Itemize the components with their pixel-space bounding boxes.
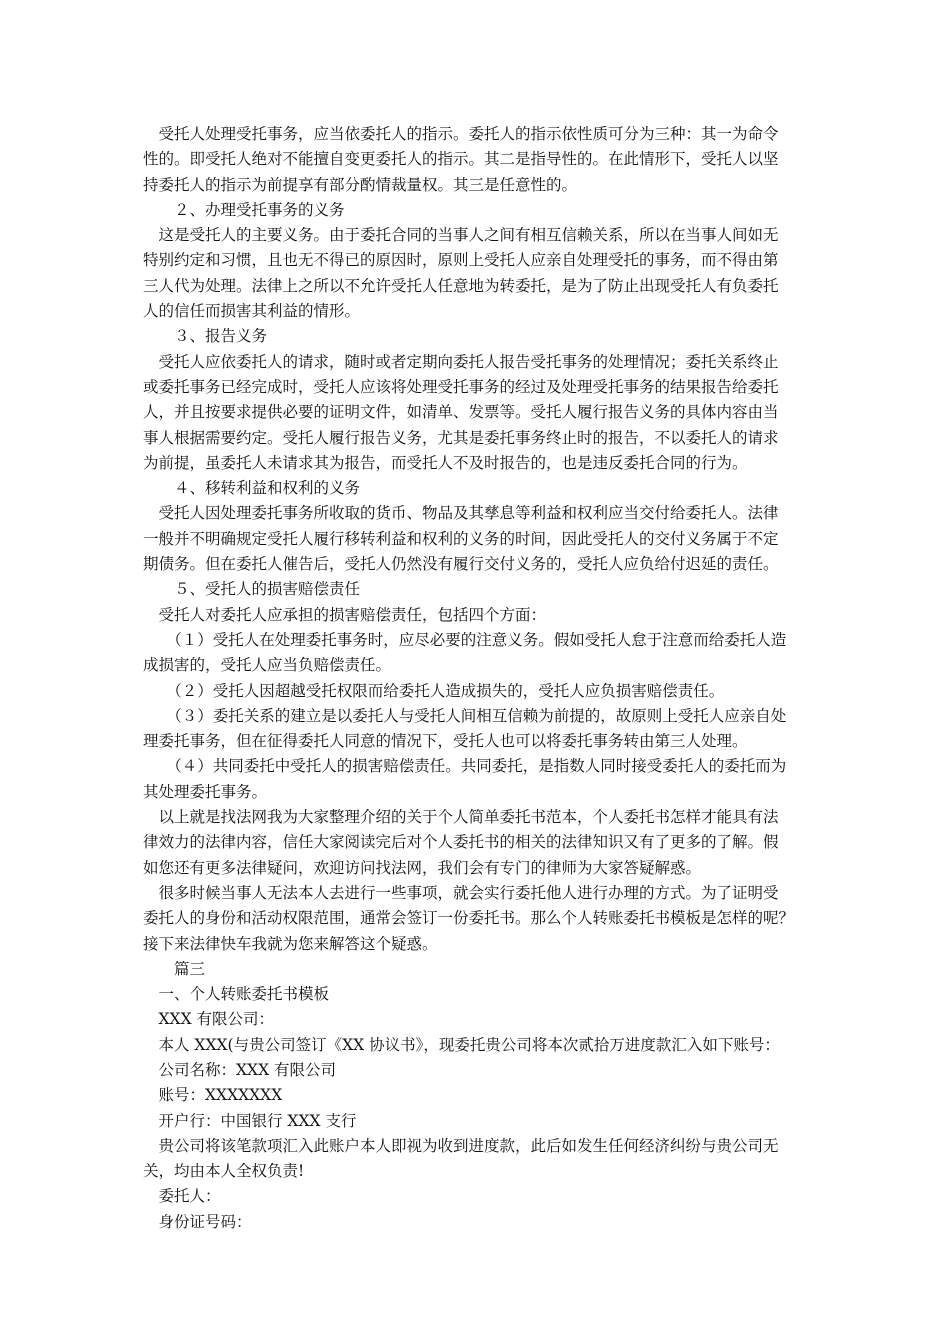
text-line: 受托人因处理委托事务所收取的货币、物品及其孳息等利益和权利应当交付给委托人。法律 (143, 504, 779, 523)
text-line: 委托人的身份和活动权限范围，通常会签订一份委托书。那么个人转账委托书模板是怎样的呢？ (143, 909, 795, 928)
text-line: 这是受托人的主要义务。由于委托合同的当事人之间有相互信赖关系，所以在当事人间如无 (143, 226, 779, 245)
text-line: 开户行：中国银行 XXX 支行 (143, 1111, 357, 1130)
text-line: 受托人应依委托人的请求，随时或者定期向委托人报告受托事务的处理情况；委托关系终止 (143, 352, 779, 371)
text-line: 很多时候当事人无法本人去进行一些事项，就会实行委托他人进行办理的方式。为了证明受 (143, 883, 779, 902)
text-line: 持委托人的指示为前提享有部分酌情裁量权。其三是任意性的。 (143, 175, 578, 194)
section-heading: ２、办理受托事务的义务 (143, 200, 345, 219)
text-line: 公司名称：XXX 有限公司 (143, 1060, 337, 1079)
text-line: 其处理委托事务。 (143, 782, 268, 801)
text-line: 性的。即受托人绝对不能擅自变更委托人的指示。其二是指导性的。在此情形下，受托人以坚 (143, 150, 779, 169)
text-line: 关，均由本人全权负责! (143, 1162, 305, 1181)
text-line: 贵公司将该笔款项汇入此账户本人即视为收到进度款，此后如发生任何经济纠纷与贵公司无 (143, 1136, 779, 1155)
section-heading: 一、个人转账委托书模板 (143, 985, 330, 1004)
text-line: 身份证号码： (143, 1212, 252, 1231)
text-line: 特别约定和习惯，且也无不得已的原因时，原则上受托人应亲自处理受托的事务，而不得由第 (143, 251, 779, 270)
text-line: 委托人： (143, 1187, 221, 1206)
text-line: 如您还有更多法律疑问，欢迎访问找法网，我们会有专门的律师为大家答疑解惑。 (143, 858, 702, 877)
list-item: （１）受托人在处理委托事务时，应尽必要的注意义务。假如受托人怠于注意而给委托人造 (143, 630, 787, 649)
text-line: 人的信任而损害其利益的情形。 (143, 302, 361, 321)
text-line: 律效力的法律内容，信任大家阅读完后对个人委托书的相关的法律知识又有了更多的了解。假 (143, 833, 779, 852)
list-item: （３）委托关系的建立是以委托人与受托人间相互信赖为前提的，故原则上受托人应亲自处 (143, 706, 787, 725)
text-line: 或委托事务已经完成时，受托人应该将处理受托事务的经过及处理受托事务的结果报告给委托 (143, 377, 779, 396)
text-line: 为前提，虽委托人未请求其为报告，而受托人不及时报告的，也是违反委托合同的行为。 (143, 453, 748, 472)
text-line: 一般并不明确规定受托人履行移转利益和权利的义务的时间，因此受托人的交付义务属于不定 (143, 529, 779, 548)
text-line: 接下来法律快车我就为您来解答这个疑惑。 (143, 934, 438, 953)
list-item: （４）共同委托中受托人的损害赔偿责任。共同委托，是指数人同时接受委托人的委托而为 (143, 757, 787, 776)
text-line: 以上就是找法网我为大家整理介绍的关于个人简单委托书范本，个人委托书怎样才能具有法 (143, 808, 779, 827)
text-line: 期债务。但在委托人催告后，受托人仍然没有履行交付义务的，受托人应负给付迟延的责任。 (143, 555, 779, 574)
text-line: 事人根据需要约定。受托人履行报告义务，尤其是委托事务终止时的报告，不以委托人的请求 (143, 428, 779, 447)
document-body (143, 122, 803, 1235)
text-line: 本人 XXX(与贵公司签订《XX 协议书》，现委托贵公司将本次贰拾万进度款汇入如下账号： (143, 1035, 780, 1054)
list-item: （２）受托人因超越受托权限而给委托人造成损失的，受托人应负损害赔偿责任。 (143, 681, 725, 700)
text-line: 人，并且按要求提供必要的证明文件，如清单、发票等。受托人履行报告义务的具体内容由当 (143, 403, 779, 422)
section-heading: ３、报告义务 (143, 327, 268, 346)
text-line: XXX 有限公司： (143, 1010, 275, 1029)
section-heading: 篇三 (143, 959, 206, 978)
text-line: 成损害的，受托人应当负赔偿责任。 (143, 656, 392, 675)
text-line: 三人代为处理。法律上之所以不允许受托人任意地为转委托，是为了防止出现受托人有负委托 (143, 276, 779, 295)
section-heading: ４、移转利益和权利的义务 (143, 479, 361, 498)
text-line: 受托人对委托人应承担的损害赔偿责任，包括四个方面： (143, 605, 547, 624)
text-line: 理委托事务，但在征得委托人同意的情况下，受托人也可以将委托事务转由第三人处理。 (143, 732, 748, 751)
text-line: 账号：XXXXXXX (143, 1086, 283, 1105)
section-heading: ５、受托人的损害赔偿责任 (143, 580, 361, 599)
text-line: 受托人处理受托事务，应当依委托人的指示。委托人的指示依性质可分为三种：其一为命令 (143, 125, 779, 143)
